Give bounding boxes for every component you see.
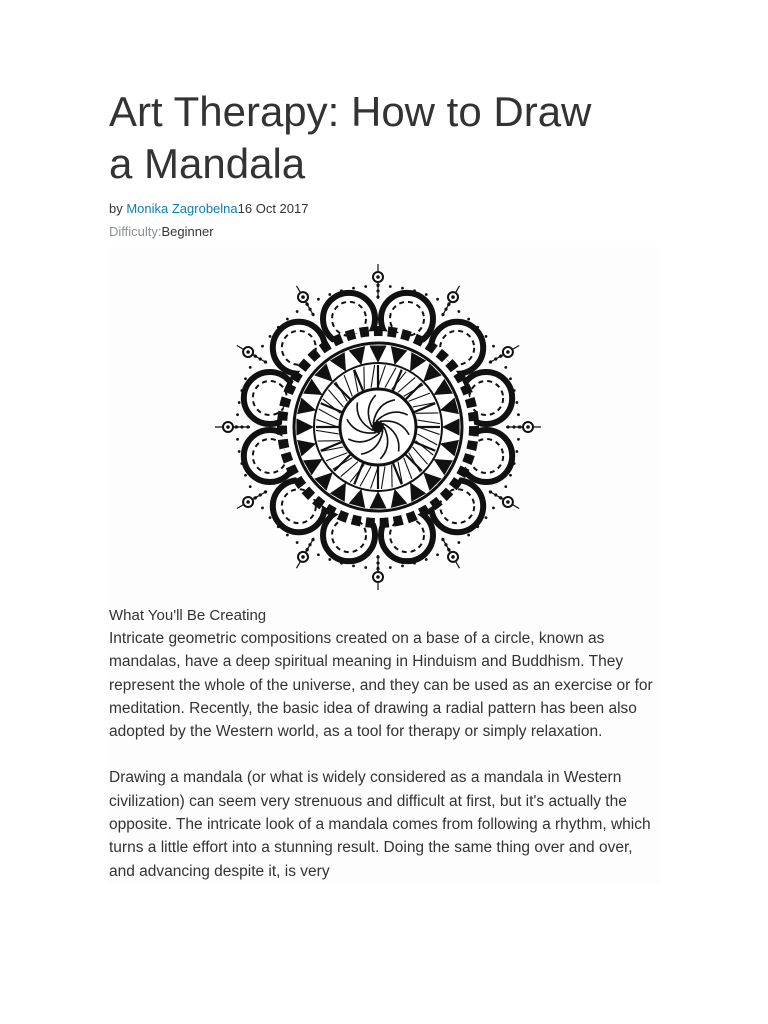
difficulty-label: Difficulty:	[109, 224, 162, 239]
title-line-1: Art Therapy: How to Draw	[109, 88, 592, 135]
image-caption: What You'll Be Creating	[109, 605, 659, 627]
byline-prefix: by	[109, 201, 127, 216]
article	[109, 86, 659, 883]
article-body	[109, 627, 659, 883]
article-title	[109, 86, 659, 190]
byline	[109, 200, 659, 218]
hero-image	[109, 247, 659, 605]
mandala-illustration	[208, 257, 548, 597]
difficulty-value: Beginner	[161, 224, 214, 239]
difficulty	[109, 223, 659, 241]
paragraph-2: Drawing a mandala (or what is widely considered as a mandala in Western civilization) can seem very strenuous and difficult at first, but it's actually the opposite. The intricate look of a mandala comes from following a rhythm, which turns a little effort into a stunning result. Doing the same thing over and over, and advancing despite it, is very	[109, 769, 651, 880]
publish-date: 16 Oct 2017	[237, 201, 309, 216]
author-link[interactable]: Monika Zagrobelna	[126, 201, 238, 216]
title-line-2: a Mandala	[109, 140, 306, 187]
paragraph-1: Intricate geometric compositions created on a base of a circle, known as mandalas, have a deep spiritual meaning in Hinduism and Buddhism. They represent the whole of the universe, and they can be used as an exercise or for meditation. Recently, the basic idea of drawing a radial pattern has been also adopted by the Western world, as a tool for therapy or simply relaxation.	[109, 630, 653, 741]
